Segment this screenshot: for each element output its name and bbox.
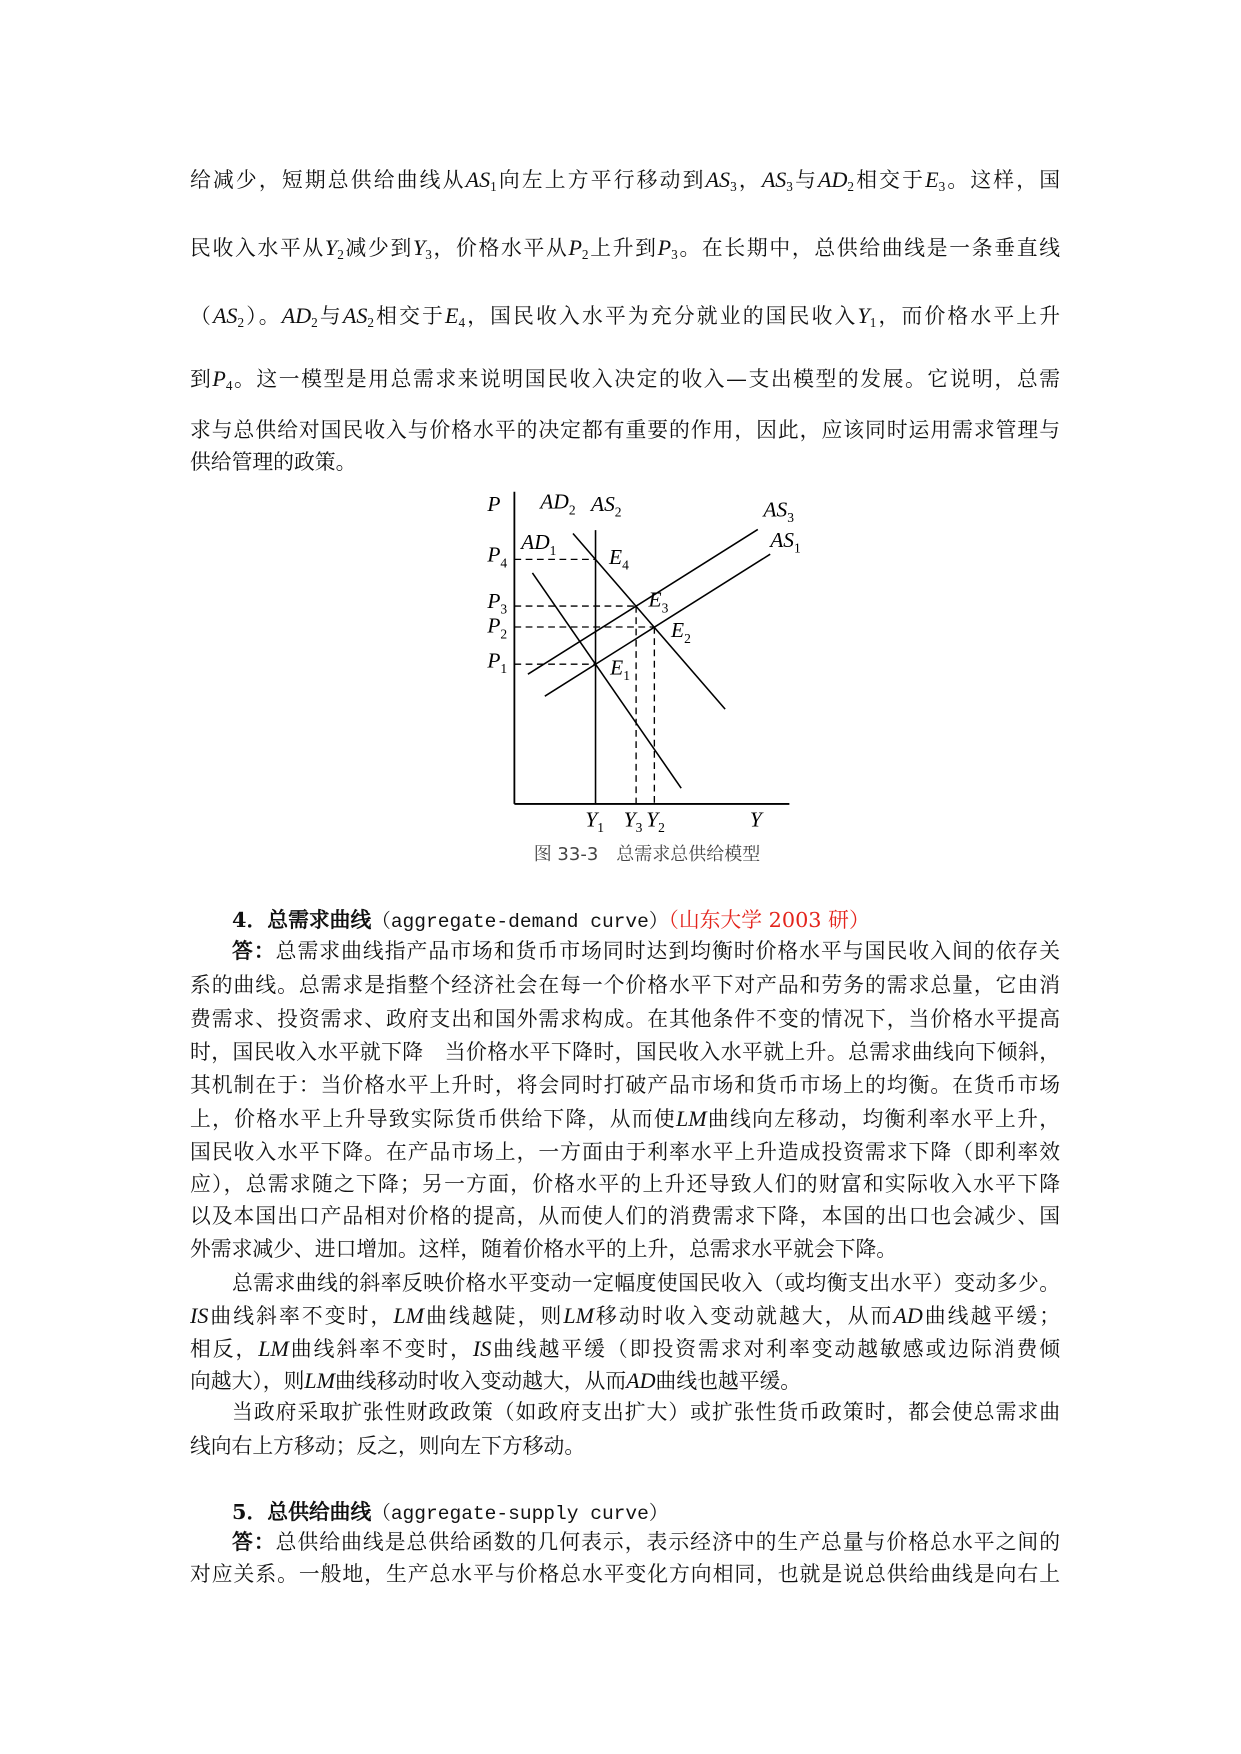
e2-label-letters: E bbox=[671, 618, 685, 643]
e1-label bbox=[609, 655, 630, 683]
text-run: 。在长期中，总供给曲线是一条垂直线 bbox=[677, 236, 1060, 260]
diagram-lines bbox=[514, 489, 789, 804]
text-run: 总需求曲线的斜率反映价格水平变动一定幅度使国民收入（或均衡支出水平）变动多少。 bbox=[232, 1271, 1060, 1295]
text-run: 费需求、投资需求、政府支出和国外需求构成。在其他条件不变的情况下，当价格水平提高 bbox=[190, 1007, 1060, 1031]
math-symbol-letters: P bbox=[657, 235, 672, 260]
ad2-label-letters: AD bbox=[540, 489, 569, 514]
math-symbol bbox=[676, 1106, 707, 1131]
text-run: 外需求减少、进口增加。这样，随着价格水平的上升，总需求水平就会下降。 bbox=[190, 1237, 898, 1261]
text-run: 曲线越陡，则 bbox=[424, 1304, 564, 1328]
e2-label bbox=[670, 618, 691, 646]
as1-curve bbox=[545, 554, 770, 696]
text-run: 曲线斜率不变时， bbox=[208, 1304, 394, 1328]
text-line bbox=[190, 414, 1060, 446]
text-line bbox=[232, 935, 1060, 967]
math-subscript: 2 bbox=[367, 314, 374, 330]
text-run: 对应关系。一般地，生产总水平与价格总水平变化方向相同，也就是说总供给曲线是向右上 bbox=[190, 1562, 1060, 1586]
math-subscript: 2 bbox=[337, 246, 344, 262]
math-symbol bbox=[893, 1303, 922, 1328]
ad1-label-subscript: 1 bbox=[549, 542, 557, 558]
math-symbol bbox=[413, 235, 432, 260]
text-run: 移动时收入变动就越大，从而 bbox=[593, 1304, 894, 1328]
text-line bbox=[190, 1168, 1060, 1200]
text-run: 线向右上方移动；反之，则向左下方移动。 bbox=[190, 1434, 586, 1458]
p4-label bbox=[486, 543, 507, 571]
text-run: 总供给曲线是总供给函数的几何表示，表示经济中的生产总量与价格总水平之间的 bbox=[275, 1530, 1060, 1554]
text-run: ， bbox=[736, 168, 762, 192]
text-line bbox=[190, 1430, 1060, 1462]
math-symbol bbox=[473, 1336, 491, 1361]
bold-run: 4．总需求曲线 bbox=[232, 907, 372, 932]
p3-label-letters: P bbox=[487, 588, 501, 613]
e4-label-subscript: 4 bbox=[622, 557, 629, 573]
math-symbol-letters: AS bbox=[465, 167, 491, 192]
text-line bbox=[232, 1396, 1060, 1428]
text-run: ）。 bbox=[244, 304, 282, 328]
english-term: （aggregate-supply curve） bbox=[371, 1503, 669, 1525]
math-symbol bbox=[568, 235, 588, 260]
math-symbol bbox=[563, 1303, 594, 1328]
text-line bbox=[190, 969, 1060, 1001]
math-symbol bbox=[466, 167, 497, 192]
math-symbol bbox=[304, 1368, 335, 1393]
text-run: 当政府采取扩张性财政政策（如政府支出扩大）或扩张性货币政策时，都会使总需求曲 bbox=[232, 1400, 1060, 1424]
y1-label-subscript: 1 bbox=[597, 820, 605, 836]
math-symbol bbox=[925, 167, 945, 192]
text-line bbox=[190, 1003, 1060, 1035]
text-line bbox=[190, 1233, 1060, 1265]
ad2-label-subscript: 2 bbox=[568, 502, 576, 518]
text-line bbox=[190, 1300, 1060, 1332]
p3-label bbox=[486, 589, 507, 617]
math-symbol-letters: LM bbox=[304, 1368, 335, 1393]
text-run: （ bbox=[190, 304, 213, 328]
e1-label-letters: E bbox=[610, 655, 624, 680]
math-symbol bbox=[282, 303, 318, 328]
y2-label-subscript: 2 bbox=[658, 820, 665, 836]
math-symbol-letters: AS bbox=[342, 303, 368, 328]
text-run: 曲线移动时收入变动越大，从而 bbox=[335, 1369, 627, 1393]
text-line bbox=[190, 232, 1060, 264]
text-run: 曲线也越平缓。 bbox=[655, 1369, 802, 1393]
math-subscript: 4 bbox=[458, 314, 466, 330]
math-symbol-letters: AS bbox=[761, 167, 787, 192]
p3-label-subscript: 3 bbox=[500, 601, 508, 617]
e3-label-letters: E bbox=[648, 587, 662, 612]
e1-label-subscript: 1 bbox=[623, 667, 631, 683]
math-subscript: 2 bbox=[237, 314, 245, 330]
p2-label-letters: P bbox=[487, 613, 501, 638]
income-axis-label: Y bbox=[749, 807, 762, 832]
y2-label bbox=[646, 807, 665, 835]
text-run: 应），总需求随之下降；另一方面，价格水平的上升还导致人们的财富和实际收入水平下降 bbox=[190, 1172, 1060, 1196]
text-line bbox=[190, 1103, 1060, 1135]
text-line bbox=[190, 1136, 1060, 1168]
text-run: 到 bbox=[190, 367, 213, 391]
text-run: ，而价格水平上升 bbox=[876, 304, 1060, 328]
text-line bbox=[190, 446, 1060, 478]
math-symbol bbox=[658, 235, 678, 260]
text-run: 国民收入水平下降。在产品市场上，一方面由于利率水平上升造成投资需求下降（即利率效 bbox=[190, 1140, 1060, 1164]
as1-label bbox=[768, 528, 801, 556]
text-run: 其机制在于：当价格水平上升时，将会同时打破产品市场和货币市场上的均衡。在货币市场 bbox=[190, 1073, 1060, 1097]
text-run: 供给管理的政策。 bbox=[190, 450, 357, 474]
math-subscript: 3 bbox=[425, 246, 432, 262]
math-symbol-letters: IS bbox=[472, 1336, 492, 1361]
as2-label bbox=[589, 492, 622, 520]
text-run: 相反， bbox=[190, 1337, 259, 1361]
y1-label bbox=[585, 807, 604, 835]
e2-label-subscript: 2 bbox=[684, 630, 691, 646]
math-symbol bbox=[212, 366, 232, 391]
math-symbol bbox=[325, 235, 344, 260]
math-subscript: 3 bbox=[671, 246, 678, 262]
math-symbol bbox=[818, 167, 854, 192]
math-symbol-letters: LM bbox=[675, 1106, 707, 1131]
math-subscript: 2 bbox=[311, 314, 318, 330]
text-line bbox=[232, 1267, 1060, 1299]
math-symbol-letters: Y bbox=[857, 303, 870, 328]
text-run: 给减少，短期总供给曲线从 bbox=[190, 168, 466, 192]
p2-label bbox=[486, 614, 507, 642]
text-run: 。这一模型是用总需求来说明国民收入决定的收入—支出模型的发展。它说明，总需 bbox=[232, 367, 1060, 391]
math-symbol bbox=[258, 1336, 289, 1361]
dashed-guides bbox=[514, 559, 654, 804]
ad2-label bbox=[538, 490, 576, 518]
as1-label-letters: AS bbox=[770, 527, 794, 552]
text-run: 求与总供给对国民收入与价格水平的决定都有重要的作用，因此，应该同时运用需求管理与 bbox=[190, 418, 1060, 442]
math-symbol bbox=[343, 303, 374, 328]
text-run: 相交于 bbox=[373, 304, 445, 328]
text-run: 上升到 bbox=[588, 236, 658, 260]
y3-label-subscript: 3 bbox=[635, 820, 643, 836]
ad1-label bbox=[519, 530, 556, 558]
text-run: 与 bbox=[317, 304, 343, 328]
text-run: ，价格水平从 bbox=[431, 236, 569, 260]
math-symbol-letters: AS bbox=[705, 167, 731, 192]
text-run: 减少到 bbox=[343, 236, 413, 260]
math-subscript: 3 bbox=[938, 178, 946, 194]
text-run: 系的曲线。总需求是指整个经济社会在每一个价格水平下对产品和劳务的需求总量，它由消 bbox=[190, 973, 1060, 997]
text-line bbox=[232, 1526, 1060, 1558]
p2-label-subscript: 2 bbox=[500, 626, 508, 642]
english-term: （aggregate-demand curve） bbox=[371, 911, 669, 933]
y2-label-letters: Y bbox=[646, 807, 659, 832]
math-symbol bbox=[706, 167, 737, 192]
math-symbol-letters: LM bbox=[258, 1336, 289, 1361]
text-run: 民收入水平从 bbox=[190, 236, 325, 260]
math-symbol-letters: LM bbox=[393, 1303, 425, 1328]
bold-run: 答： bbox=[232, 938, 276, 963]
as3-label-subscript: 3 bbox=[787, 510, 794, 526]
math-subscript: 3 bbox=[730, 178, 737, 194]
math-symbol-letters: AD bbox=[626, 1368, 656, 1393]
as2-label-letters: AS bbox=[591, 491, 615, 516]
text-run: 。这样，国 bbox=[945, 168, 1060, 192]
math-subscript: 3 bbox=[786, 178, 793, 194]
math-symbol bbox=[626, 1368, 655, 1393]
text-line bbox=[190, 1069, 1060, 1101]
text-run: 相交于 bbox=[854, 168, 926, 192]
math-subscript: 4 bbox=[225, 377, 233, 393]
text-run: ，国民收入水平为充分就业的国民收入 bbox=[465, 304, 858, 328]
math-symbol bbox=[762, 167, 793, 192]
math-symbol-letters: AS bbox=[212, 303, 238, 328]
p4-label-subscript: 4 bbox=[500, 555, 508, 571]
math-symbol bbox=[190, 1303, 208, 1328]
y1-label-letters: Y bbox=[585, 807, 598, 832]
text-run: 上，价格水平上升导致实际货币供给下降，从而使 bbox=[190, 1107, 676, 1131]
math-symbol-letters: E bbox=[444, 303, 459, 328]
math-symbol-letters: IS bbox=[190, 1303, 209, 1328]
text-run: 曲线越平缓； bbox=[922, 1304, 1060, 1328]
text-run: 向左上方平行移动到 bbox=[496, 168, 706, 192]
math-symbol-letters: Y bbox=[412, 235, 426, 260]
e4-label bbox=[608, 545, 629, 573]
math-symbol bbox=[445, 303, 465, 328]
as1-label-subscript: 1 bbox=[793, 540, 801, 556]
ad1-label-letters: AD bbox=[521, 530, 550, 555]
text-run: 与 bbox=[792, 168, 819, 192]
ad-as-diagram bbox=[485, 485, 812, 840]
math-symbol bbox=[213, 303, 244, 328]
math-symbol-letters: AD bbox=[893, 1303, 923, 1328]
y3-label-letters: Y bbox=[623, 807, 636, 832]
text-line bbox=[190, 1365, 1060, 1397]
math-subscript: 2 bbox=[581, 246, 589, 262]
price-axis-label: P bbox=[487, 491, 501, 516]
as3-label bbox=[761, 498, 794, 526]
text-run: 以及本国出口产品相对价格的提高，从而使人们的消费需求下降，本国的出口也会减少、国 bbox=[190, 1204, 1060, 1228]
e3-label bbox=[648, 588, 669, 616]
math-symbol-letters: AD bbox=[818, 167, 848, 192]
math-symbol-letters: AD bbox=[281, 303, 312, 328]
math-symbol bbox=[393, 1303, 424, 1328]
bold-run: 5．总供给曲线 bbox=[232, 1499, 372, 1524]
text-line bbox=[190, 164, 1060, 196]
math-symbol-letters: LM bbox=[563, 1303, 594, 1328]
text-run: 时，国民收入水平就下降 当价格水平下降时，国民收入水平就上升。总需求曲线向下倾斜， bbox=[190, 1040, 1060, 1064]
text-line bbox=[190, 1558, 1060, 1590]
p4-label-letters: P bbox=[487, 542, 501, 567]
math-symbol-letters: Y bbox=[324, 235, 338, 260]
heading-line bbox=[232, 1496, 1060, 1528]
text-run: 向越大），则 bbox=[190, 1369, 305, 1393]
heading-line bbox=[232, 904, 1060, 936]
p1-label-letters: P bbox=[487, 648, 501, 673]
bold-run: 答： bbox=[232, 1529, 276, 1554]
math-subscript: 1 bbox=[869, 314, 877, 330]
math-subscript: 2 bbox=[847, 178, 855, 194]
e3-label-subscript: 3 bbox=[661, 600, 669, 616]
as3-label-letters: AS bbox=[763, 497, 788, 522]
as3-curve bbox=[528, 529, 758, 674]
text-run: 曲线斜率不变时， bbox=[288, 1337, 473, 1361]
math-symbol-letters: P bbox=[212, 366, 226, 391]
text-run: 曲线越平缓（即投资需求对利率变动越敏感或边际消费倾 bbox=[491, 1337, 1060, 1361]
math-symbol bbox=[858, 303, 877, 328]
text-line bbox=[190, 363, 1060, 395]
text-line bbox=[190, 1200, 1060, 1232]
text-line bbox=[190, 1036, 1060, 1068]
y3-label bbox=[624, 807, 643, 835]
as2-label-subscript: 2 bbox=[614, 504, 622, 520]
citation-note: （山东大学 2003 研） bbox=[668, 908, 870, 932]
text-line bbox=[190, 300, 1060, 332]
text-run: 总需求曲线指产品市场和货币市场同时达到均衡时价格水平与国民收入间的依存关 bbox=[275, 939, 1060, 963]
math-subscript: 1 bbox=[490, 178, 497, 194]
p1-label-subscript: 1 bbox=[500, 661, 508, 677]
e4-label-letters: E bbox=[609, 544, 623, 569]
text-line bbox=[190, 1333, 1060, 1365]
math-symbol-letters: P bbox=[568, 235, 582, 260]
math-symbol-letters: E bbox=[925, 167, 939, 192]
figure-caption: 图 33-3 总需求总供给模型 bbox=[533, 844, 761, 865]
p1-label bbox=[486, 649, 507, 677]
text-run: 曲线向左移动，均衡利率水平上升， bbox=[706, 1107, 1060, 1131]
